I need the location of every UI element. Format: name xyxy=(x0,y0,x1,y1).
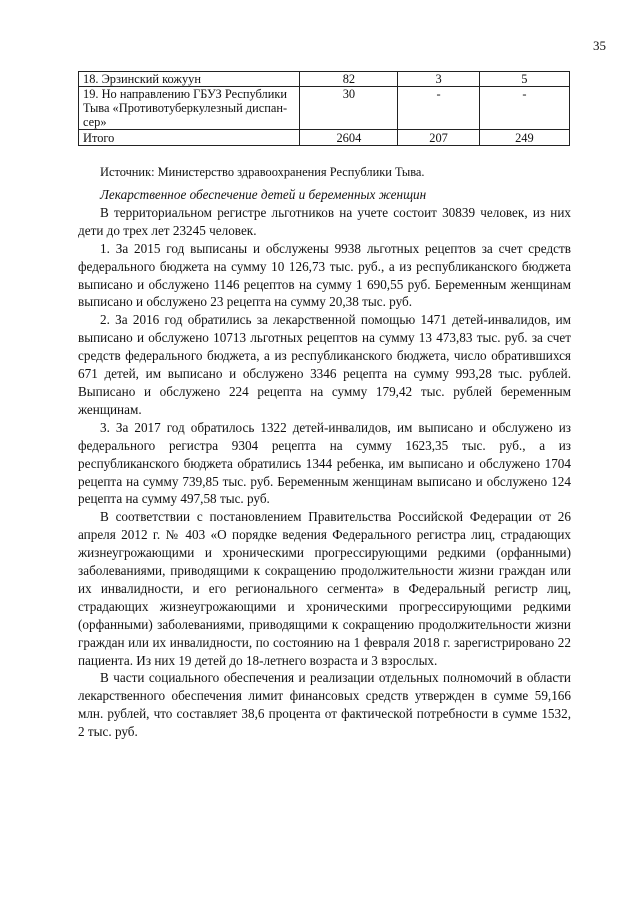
paragraph: 1. За 2015 год выписаны и обслужены 9938 льготных рецептов за счет средств федерального бюджета на сумму 10 126,73 тыс. руб., а из республиканского бюджета выписано и обслужено 1146 рецептов на сумму 1 690,55 руб. Беременным женщинам выписано и обслужено 23 рецепта на сумму 20,38 тыс. руб. xyxy=(78,240,571,310)
table-cell-value: 207 xyxy=(398,130,479,146)
table-cell-value: 249 xyxy=(479,130,569,146)
table-cell-value: 30 xyxy=(300,87,398,130)
paragraph: 3. За 2017 год обратилось 1322 детей-инвалидов, им выписано и обслужено из федерального регистра 9304 рецепта на сумму 1623,35 тыс. руб., а из республиканского бюджета обратились 1344 ребенка, им выписано и обслужено 1704 рецепта на сумму 739,85 тыс. руб. Беременным женщинам выписано и обслужено 124 рецепта на сумму 497,58 тыс. руб. xyxy=(78,419,571,507)
data-table xyxy=(78,71,570,146)
body-text xyxy=(78,186,571,741)
paragraph: В территориальном регистре льготников на учете состоит 30839 человек, из них дети до трех лет 23245 человек. xyxy=(78,204,571,238)
paragraph: 2. За 2016 год обратились за лекарственной помощью 1471 детей-инвалидов, им выписано и обслужено 10713 льготных рецептов на сумму 13 473,83 тыс. руб. за счет средств федерального бюджета, а из республиканского бюджета, число обратившихся 671 детей, им выписано и обслужено 3346 рецепта на сумму 993,28 тыс. рублей. Выписано и обслужено 224 рецепта на сумму 179,42 тыс. рублей беременным женщинам. xyxy=(78,312,571,417)
table-cell-name: 18. Эрзинский кожуун xyxy=(79,72,300,87)
page-number: 35 xyxy=(593,38,606,53)
paragraph: В части социального обеспечения и реализации отдельных полномочий в области лекарственного обеспечения лимит финансовых средств утвержден в сумме 59,166 млн. рублей, что составляет 38,6 процента от фактической потребности в сумме 1532, 2 тыс. руб. xyxy=(78,670,571,740)
table-cell-value: - xyxy=(479,87,569,130)
table-row xyxy=(79,72,570,87)
paragraph: В соответствии с постановлением Правительства Российской Федерации от 26 апреля 2012 г. № 403 «О порядке ведения Федерального регистра лиц, страдающих жизнеугрожающими и хроническими прогрессирующими редкими (орфанными) заболеваниями, приводящими к сокращению продолжительности жизни граждан или их инвалидности, и его регионального сегмента» в Федеральный регистр лиц, страдающих жизнеугрожающими и хроническими прогрессирующими редкими (орфанными) заболеваниями, приводящими к сокращению продолжительности жизни граждан или их инвалидности, по состоянию на 1 февраля 2018 г. зарегистрировано 22 пациента. Из них 19 детей до 18-летнего возраста и 3 взрослых. xyxy=(78,509,571,668)
table-cell-value: 3 xyxy=(398,72,479,87)
table-cell-name: Итого xyxy=(79,130,300,146)
table-cell-value: 2604 xyxy=(300,130,398,146)
table-row-total xyxy=(79,130,570,146)
table-row xyxy=(79,87,570,130)
table-cell-value: 5 xyxy=(479,72,569,87)
table-cell-name: 19. Но направлению ГБУЗ Республики Тыва «Противотуберкулезный диспан-сер» xyxy=(79,87,300,130)
table-cell-value: - xyxy=(398,87,479,130)
table-cell-value: 82 xyxy=(300,72,398,87)
section-title: Лекарственное обеспечение детей и беременных женщин xyxy=(100,187,427,202)
source-note: Источник: Министерство здравоохранения Республики Тыва. xyxy=(100,165,425,179)
